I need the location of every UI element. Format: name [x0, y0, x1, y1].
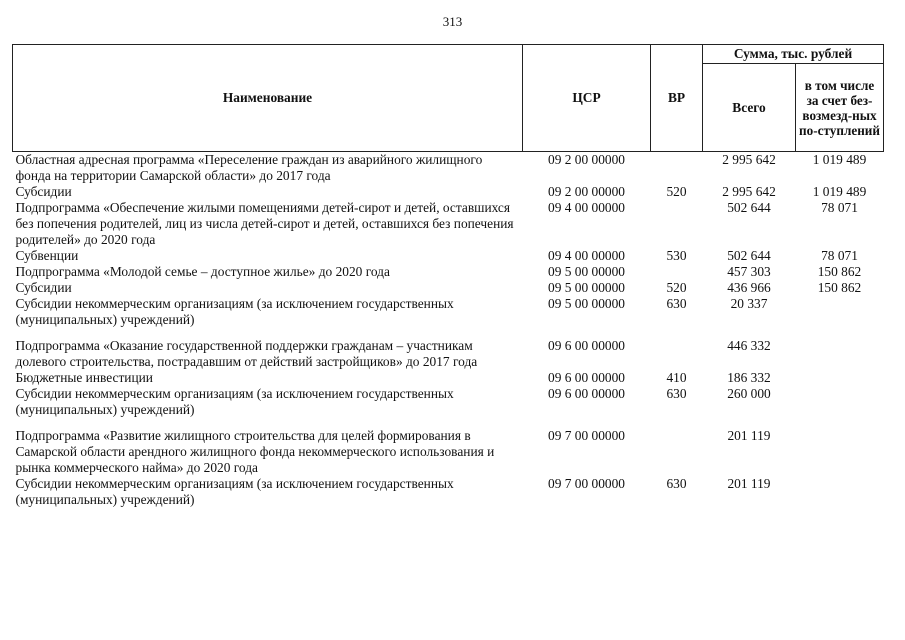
row-name: Субсидии: [15, 184, 72, 199]
header-sum-group: Сумма, тыс. рублей: [703, 45, 884, 64]
row-vr: [651, 152, 703, 185]
row-grant: 78 071: [821, 248, 858, 263]
row-grant: 78 071: [821, 200, 858, 215]
row-total: 502 644: [727, 248, 771, 263]
row-vr: 520: [666, 184, 687, 199]
table-row: [13, 184, 884, 200]
row-grant: [796, 386, 884, 418]
row-csr: 09 6 00 00000: [548, 370, 625, 385]
row-grant: 150 862: [817, 280, 862, 295]
header-csr: ЦСР: [523, 45, 651, 152]
row-grant: [796, 428, 884, 476]
row-grant: 1 019 489: [812, 184, 867, 199]
row-total: 436 966: [727, 280, 771, 295]
row-name: Субсидии: [15, 280, 72, 295]
row-vr: [651, 428, 703, 476]
row-name: Субвенции: [15, 248, 79, 263]
row-total: 502 644: [727, 200, 771, 215]
header-vr: ВР: [651, 45, 703, 152]
row-csr: 09 4 00 00000: [548, 200, 625, 215]
row-grant: [796, 296, 884, 328]
table-row: [13, 152, 884, 185]
row-total: 457 303: [727, 264, 771, 279]
row-vr: 410: [666, 370, 687, 385]
row-total: 2 995 642: [722, 152, 776, 167]
row-vr: 630: [666, 296, 687, 311]
row-name: Подпрограмма «Молодой семье – доступное жилье» до 2020 года: [15, 264, 390, 279]
row-vr: 520: [666, 280, 687, 295]
row-spacer: [13, 328, 884, 338]
row-vr: [651, 264, 703, 280]
budget-table: [12, 44, 884, 508]
header-total: Всего: [703, 64, 796, 152]
row-grant: [796, 476, 884, 508]
row-name: Бюджетные инвестиции: [15, 370, 153, 385]
row-vr: 630: [666, 476, 687, 491]
row-total: 186 332: [727, 370, 771, 385]
table-row: [13, 248, 884, 264]
row-total: 260 000: [727, 386, 771, 401]
row-vr: [651, 338, 703, 370]
row-name: Подпрограмма «Оказание государственной поддержки гражданам – участникам долевого строительства, пострадавшим от действий застройщиков» до 2017 года: [15, 338, 478, 369]
row-name: Подпрограмма «Развитие жилищного строительства для целей формирования в Самарской области арендного жилищного фонда некоммерческого использования и рынка коммерческого найма» до 2020 года: [15, 428, 495, 475]
row-vr: [651, 200, 703, 248]
row-csr: 09 6 00 00000: [548, 338, 625, 353]
table-row: [13, 386, 884, 418]
row-csr: 09 5 00 00000: [548, 264, 625, 279]
header-name: Наименование: [13, 45, 523, 152]
row-grant: [796, 338, 884, 370]
row-total: 446 332: [727, 338, 771, 353]
table-row: [13, 476, 884, 508]
row-name: Субсидии некоммерческим организациям (за исключением государственных (муниципальных) учреждений): [15, 296, 454, 327]
row-csr: 09 7 00 00000: [548, 476, 625, 491]
row-spacer: [13, 418, 884, 428]
table-row: [13, 428, 884, 476]
row-name: Субсидии некоммерческим организациям (за исключением государственных (муниципальных) учреждений): [15, 386, 454, 417]
row-csr: 09 2 00 00000: [548, 184, 625, 199]
row-csr: 09 7 00 00000: [548, 428, 625, 443]
table-row: [13, 370, 884, 386]
table-row: [13, 200, 884, 248]
row-total: 2 995 642: [722, 184, 776, 199]
table-row: [13, 296, 884, 328]
header-grant: в том числе за счет без-возмезд-ных по-ступлений: [796, 64, 884, 152]
table-row: [13, 280, 884, 296]
row-grant: 1 019 489: [812, 152, 867, 167]
row-name: Подпрограмма «Обеспечение жилыми помещениями детей-сирот и детей, оставшихся без попечения родителей, лиц из числа детей-сирот и детей, оставшихся без попечения родителей» до 2020 года: [15, 200, 514, 247]
row-csr: 09 5 00 00000: [548, 296, 625, 311]
row-vr: 630: [666, 386, 687, 401]
row-csr: 09 4 00 00000: [548, 248, 625, 263]
row-csr: 09 5 00 00000: [548, 280, 625, 295]
row-name: Субсидии некоммерческим организациям (за исключением государственных (муниципальных) учреждений): [15, 476, 454, 507]
page-number: 313: [442, 14, 463, 29]
row-total: 20 337: [730, 296, 768, 311]
row-csr: 09 2 00 00000: [548, 152, 625, 167]
table-row: [13, 264, 884, 280]
table-row: [13, 338, 884, 370]
row-total: 201 119: [727, 476, 771, 491]
row-csr: 09 6 00 00000: [548, 386, 625, 401]
row-name: Областная адресная программа «Переселение граждан из аварийного жилищного фонда на территории Самарской области» до 2017 года: [15, 152, 483, 183]
row-vr: 530: [666, 248, 687, 263]
row-grant: 150 862: [817, 264, 862, 279]
row-total: 201 119: [727, 428, 771, 443]
row-grant: [796, 370, 884, 386]
